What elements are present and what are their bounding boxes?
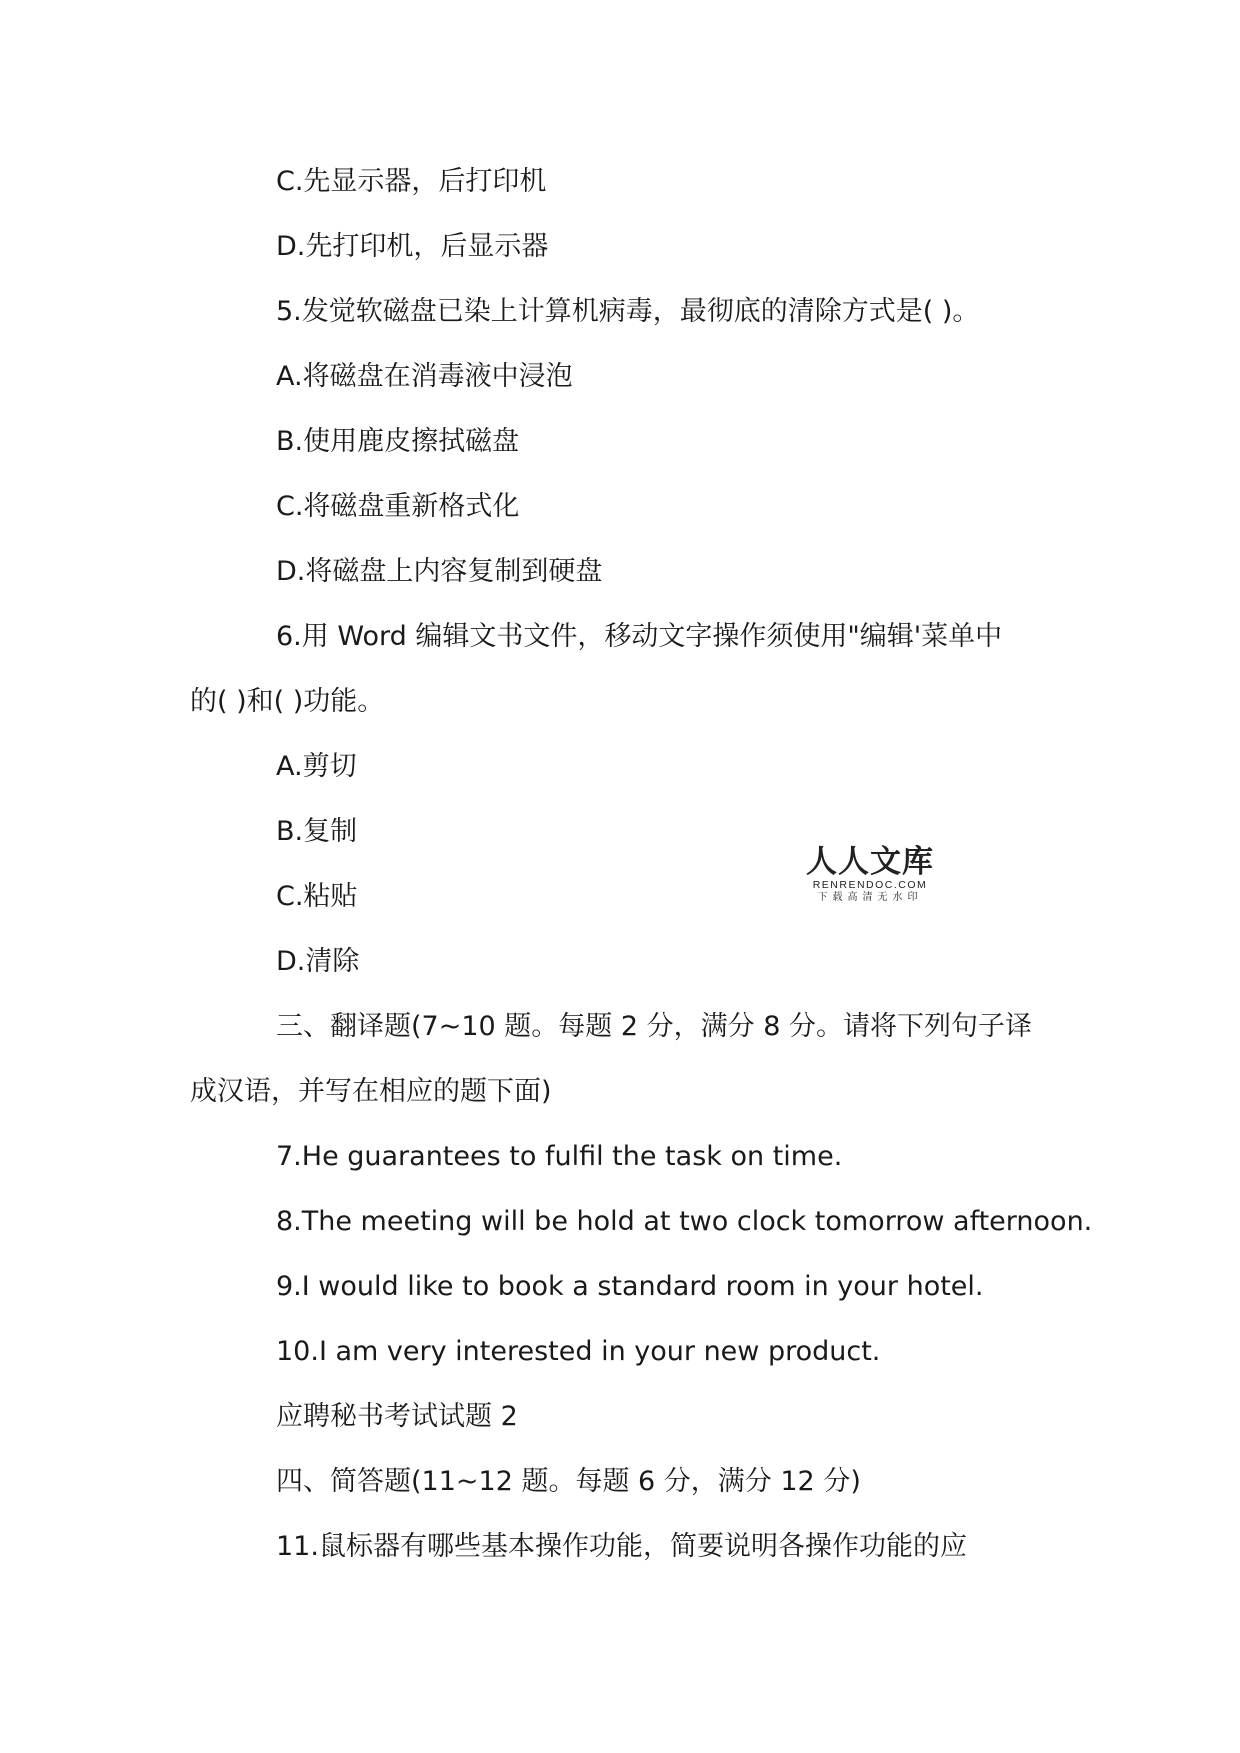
exam-subtitle: 应聘秘书考试试题 2 [276,1401,518,1432]
question-11: 11.鼠标器有哪些基本操作功能，简要说明各操作功能的应 [276,1531,967,1562]
option-5d: D.将磁盘上内容复制到硬盘 [276,556,603,587]
option-4d: D.先打印机，后显示器 [276,231,549,262]
question-9: 9.I would like to book a standard room in your hotel. [276,1271,984,1302]
question-6: 6.用 Word 编辑文书文件，移动文字操作须使用"编辑'菜单中 [276,621,1003,652]
question-5: 5.发觉软磁盘已染上计算机病毒，最彻底的清除方式是( )。 [276,296,980,327]
watermark-tagline: 下载高清无水印 [817,892,923,903]
option-4c: C.先显示器，后打印机 [276,166,547,197]
watermark-logo [800,845,940,904]
option-6d: D.清除 [276,946,360,977]
question-7: 7.He guarantees to fulfil the task on time. [276,1141,843,1172]
option-6c: C.粘贴 [276,881,358,912]
option-5c: C.将磁盘重新格式化 [276,491,520,522]
option-6b: B.复制 [276,816,358,847]
option-5a: A.将磁盘在消毒液中浸泡 [276,361,573,392]
section-3-heading-cont: 成汉语，并写在相应的题下面) [190,1076,552,1107]
question-6-cont: 的( )和( )功能。 [190,686,385,717]
section-4-heading: 四、简答题(11~12 题。每题 6 分，满分 12 分) [276,1466,861,1497]
watermark-url: RENRENDOC.COM [812,879,928,891]
option-6a: A.剪切 [276,751,357,782]
question-8: 8.The meeting will be hold at two clock tomorrow afternoon. [276,1206,1093,1237]
question-10: 10.I am very interested in your new product. [276,1336,881,1367]
watermark-title: 人人文库 [806,844,934,880]
option-5b: B.使用鹿皮擦拭磁盘 [276,426,520,457]
section-3-heading: 三、翻译题(7~10 题。每题 2 分，满分 8 分。请将下列句子译 [276,1011,1032,1042]
